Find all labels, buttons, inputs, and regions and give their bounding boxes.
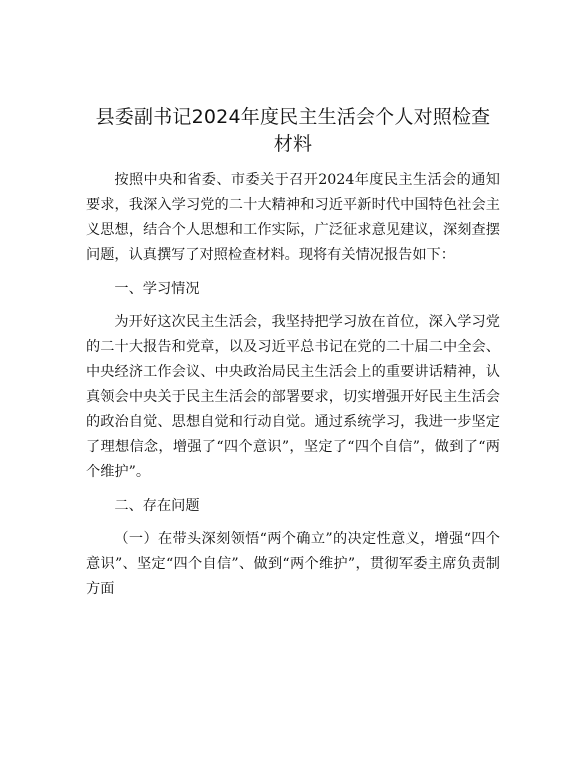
study-paragraph: 为开好这次民主生活会，我坚持把学习放在首位，深入学习党的二十大报告和党章，以及习近平总书记在党的二十届二中全会、中央经济工作会议、中央政治局民主生活会上的重要讲话精神，认真领会中央关于民主生活会的部署要求，切实增强开好民主生活会的政治自觉、思想自觉和行动自觉。通过系统学习，我进一步坚定了理想信念，增强了“四个意识”，坚定了“四个自信”，做到了“两个维护”。 [86, 314, 500, 480]
document-title [60, 104, 526, 158]
section-heading-study: 一、学习情况 [114, 281, 200, 297]
subsection-paragraph: （一）在带头深刻领悟“两个确立”的决定性意义，增强“四个意识”、坚定“四个自信”、做到“两个维护”，贯彻军委主席负责制方面 [86, 531, 500, 597]
title-line-1: 县委副书记2024年度民主生活会个人对照检查 [95, 106, 491, 128]
document-body [86, 168, 500, 602]
section-heading-problems: 二、存在问题 [114, 498, 200, 514]
title-line-2: 材料 [273, 133, 313, 155]
intro-paragraph: 按照中央和省委、市委关于召开2024年度民主生活会的通知要求，我深入学习党的二十大精神和习近平新时代中国特色社会主义思想，结合个人思想和工作实际，广泛征求意见建议，深刻查摆问题，认真撰写了对照检查材料。现将有关情况报告如下： [86, 172, 500, 263]
